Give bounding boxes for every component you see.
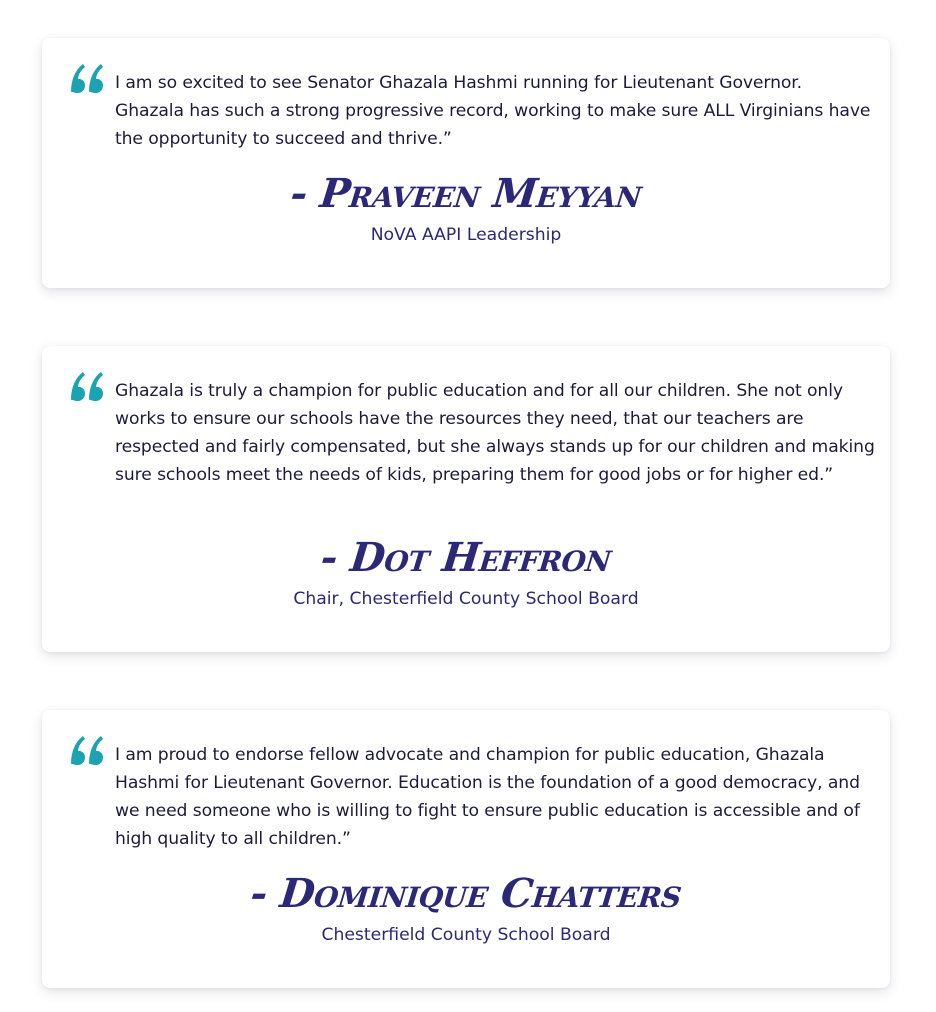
quote-open-icon xyxy=(69,62,105,96)
quote-open-icon xyxy=(69,734,105,768)
testimonial-signature: - Dot Heffron xyxy=(318,534,614,581)
testimonial-card xyxy=(42,710,890,988)
testimonial-quote: I am so excited to see Senator Ghazala Hashmi running for Lieutenant Governor. Ghazala has such a strong progressive record, working to make sure ALL Virginians have the opportunity to succeed and thrive.” xyxy=(115,73,871,149)
testimonial-signature: - Praveen Meyyan xyxy=(288,170,644,217)
testimonial-role: Chair, Chesterfield County School Board xyxy=(293,589,639,609)
testimonial-role: NoVA AAPI Leadership xyxy=(370,225,562,245)
testimonial-signature: - Dominique Chatters xyxy=(248,870,684,917)
testimonial-quote: I am proud to endorse fellow advocate and champion for public education, Ghazala Hashmi for Lieutenant Governor. Education is the foundation of a good democracy, and we need someone who is willing to fight to ensure public education is accessible and of high quality to all children.” xyxy=(115,745,860,849)
testimonial-role: Chesterfield County School Board xyxy=(321,925,611,945)
quote-open-icon xyxy=(69,370,105,404)
testimonial-quote: Ghazala is truly a champion for public education and for all our children. She not only works to ensure our schools have the resources they need, that our teachers are respected and fairly compensated, but she always stands up for our children and making sure schools meet the needs of kids, preparing them for good jobs or for higher ed.” xyxy=(115,381,875,485)
testimonial-card xyxy=(42,346,890,652)
testimonial-card xyxy=(42,38,890,288)
